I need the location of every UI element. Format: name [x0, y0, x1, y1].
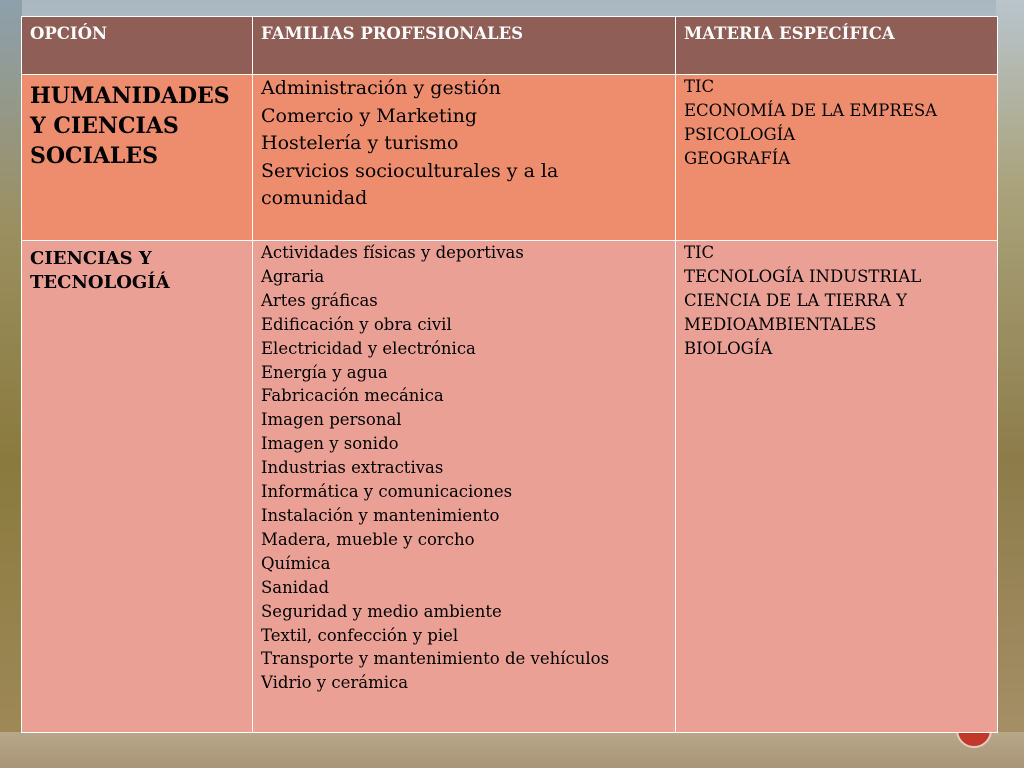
list-item: Actividades físicas y deportivas	[261, 243, 524, 262]
list-item: TIC	[684, 77, 715, 96]
option-title	[30, 241, 244, 295]
header-opcion: OPCIÓN	[22, 17, 253, 75]
list-item: Servicios socioculturales y a la	[261, 159, 559, 182]
option-line: CIENCIAS Y	[30, 248, 152, 269]
list-item: Informática y comunicaciones	[261, 482, 513, 502]
list-item: GEOGRAFÍA	[684, 148, 791, 168]
list-item: Seguridad y medio ambiente	[261, 601, 502, 621]
option-line: SOCIALES	[30, 143, 159, 169]
list-item: ECONOMÍA DE LA EMPRESA	[684, 100, 938, 120]
list-item: Sanidad	[261, 577, 330, 597]
families-list	[261, 241, 667, 695]
list-item: CIENCIA DE LA TIERRA Y	[684, 290, 908, 310]
list-item: Comercio y Marketing	[261, 104, 478, 127]
option-cell	[22, 75, 253, 241]
list-item: PSICOLOGÍA	[684, 124, 796, 144]
subjects-cell	[676, 75, 998, 241]
list-item: BIOLOGÍA	[684, 338, 773, 358]
option-cell	[22, 241, 253, 733]
table-row-ciencias	[22, 241, 998, 733]
background-bottom-strip	[0, 732, 1024, 768]
families-cell	[253, 241, 676, 733]
list-item: TECNOLOGÍA INDUSTRIAL	[684, 266, 922, 286]
subjects-list	[684, 75, 989, 171]
option-line: Y CIENCIAS	[30, 113, 179, 139]
list-item: Instalación y mantenimiento	[261, 505, 500, 525]
background-left-strip	[0, 0, 22, 768]
list-item: Agraria	[261, 266, 325, 286]
list-item: Fabricación mecánica	[261, 386, 444, 406]
families-list	[261, 75, 667, 213]
list-item: Imagen personal	[261, 410, 402, 430]
list-item: Imagen y sonido	[261, 434, 399, 454]
list-item: Edificación y obra civil	[261, 314, 452, 334]
list-item: Transporte y mantenimiento de vehículos	[261, 649, 610, 669]
list-item: comunidad	[261, 187, 368, 209]
families-cell	[253, 75, 676, 241]
options-table	[21, 16, 998, 733]
list-item: Química	[261, 553, 331, 573]
option-line: HUMANIDADES	[30, 83, 230, 109]
header-materia: MATERIA ESPECÍFICA	[676, 17, 998, 75]
table-row-humanidades	[22, 75, 998, 241]
header-familias: FAMILIAS PROFESIONALES	[253, 17, 676, 75]
subjects-list	[684, 241, 989, 361]
list-item: Administración y gestión	[261, 77, 501, 99]
list-item: Industrias extractivas	[261, 458, 444, 478]
list-item: Electricidad y electrónica	[261, 338, 476, 358]
list-item: TIC	[684, 243, 715, 262]
list-item: Vidrio y cerámica	[261, 673, 409, 693]
background-right-strip	[996, 0, 1024, 768]
list-item: Artes gráficas	[261, 290, 378, 310]
list-item: Energía y agua	[261, 362, 388, 382]
list-item: Hostelería y turismo	[261, 132, 459, 154]
list-item: Madera, mueble y corcho	[261, 529, 475, 549]
option-title	[30, 75, 244, 171]
list-item: Textil, confección y piel	[261, 625, 459, 645]
option-line: TECNOLOGÍÁ	[30, 272, 170, 293]
list-item: MEDIOAMBIENTALES	[684, 314, 877, 334]
subjects-cell	[676, 241, 998, 733]
table-header-row	[22, 17, 998, 75]
